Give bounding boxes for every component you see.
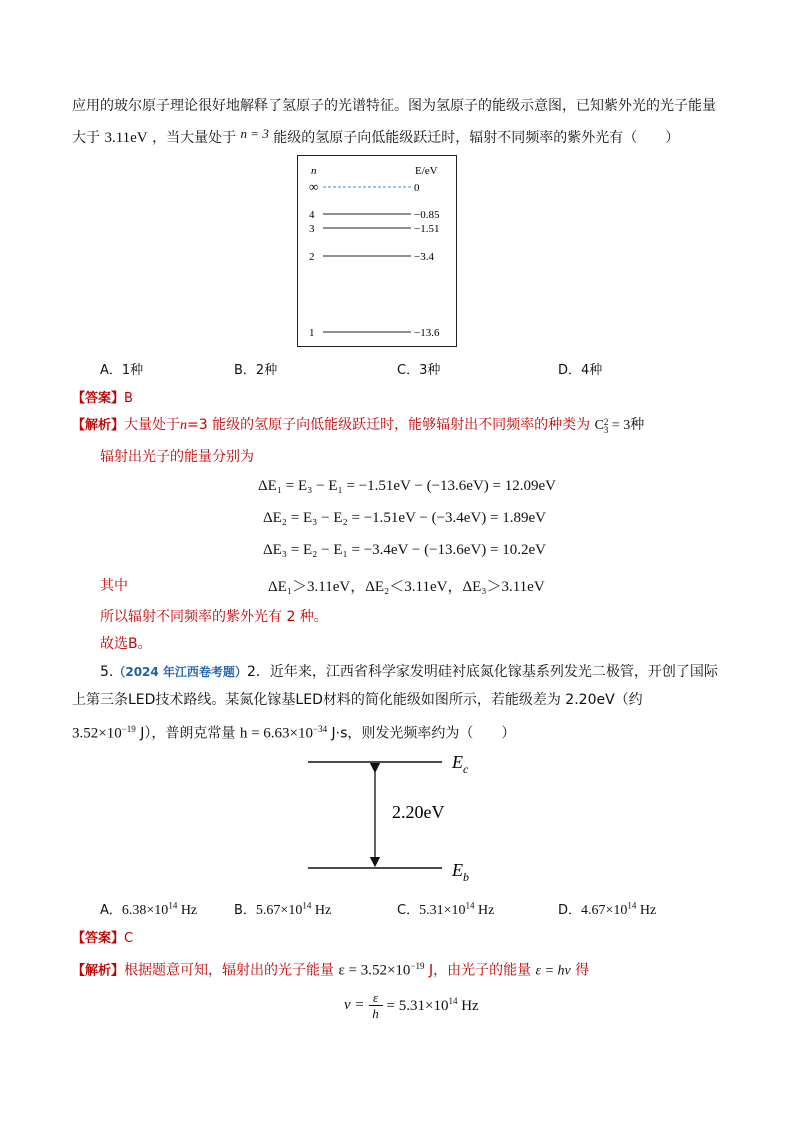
- combination-c: C: [594, 418, 604, 433]
- analysis-tag: 【解析】: [72, 963, 125, 979]
- formula-lhs: ν =: [344, 997, 365, 1013]
- equation-1: ΔE₁ = E₃ − E₁ = −1.51eV − (−13.6eV) = 12.09eV: [258, 478, 556, 494]
- level-n-label: 1: [309, 327, 315, 339]
- fraction-numerator: ε: [372, 990, 379, 1005]
- q4-option-a[interactable]: A．1种: [100, 363, 144, 378]
- q4-stem-text: ，当大量处于: [152, 130, 237, 146]
- q5-energy-exp: −19: [121, 724, 136, 734]
- fraction-denominator: h: [372, 1006, 379, 1021]
- q4-option-d[interactable]: D．4种: [558, 363, 603, 378]
- photon-energy-formula: ε = hν: [535, 963, 571, 979]
- answer-tag: 【答案】: [72, 931, 125, 946]
- ec-label: $E_c$: [452, 752, 469, 776]
- q4-option-b[interactable]: B．2种: [234, 363, 278, 378]
- q4-conclusion: 所以辐射不同频率的紫外光有 2 种。: [100, 609, 328, 625]
- e-axis-label: E/eV: [415, 165, 438, 177]
- q4-n-value: n = 3: [240, 126, 269, 141]
- analysis-text: 根据题意可知，辐射出的光子能量: [124, 962, 339, 979]
- formula-fraction: [369, 990, 383, 1021]
- photon-energy: ε = 3.52×10: [338, 962, 411, 979]
- q4-stem-text: 能级的氢原子向低能级跃迁时，辐射不同频率的紫外光有（ ）: [273, 130, 680, 146]
- q5-stem-line1: [100, 662, 718, 682]
- frequency-formula: [344, 990, 479, 1021]
- answer-tag: 【答案】: [72, 391, 125, 406]
- level-n-label: ∞: [309, 179, 319, 194]
- planck-constant: h = 6.63×10: [239, 725, 313, 742]
- q4-stem-line2: [72, 128, 679, 148]
- q5-analysis: [72, 956, 589, 982]
- q5-option-d[interactable]: D．$4.67\times 10^{14}$ Hz: [558, 900, 657, 918]
- q4-answer: [72, 387, 133, 406]
- combination-expr: [595, 418, 609, 433]
- combination-sup: 2: [603, 416, 609, 427]
- q5-answer: [72, 927, 133, 946]
- n-axis-label: n: [311, 165, 317, 177]
- q5-stem-text: 2．近年来，江西省科学家发明硅衬底氮化镓基系列发光二极管，开创了国际: [246, 664, 718, 680]
- level-energy-label: −3.4: [414, 251, 434, 263]
- photon-energy-exp: −19: [410, 961, 425, 971]
- analysis-tag: 【解析】: [72, 418, 125, 433]
- q5-option-b[interactable]: B．$5.67\times 10^{14}$ Hz: [234, 900, 332, 918]
- q5-stem-line3: [72, 719, 515, 744]
- q4-choose: 故选B。: [100, 636, 152, 652]
- q5-stem-line2: 上第三条LED技术路线。某氮化镓基LED材料的简化能级如图所示，若能级差为 2.20eV（约: [72, 692, 643, 708]
- equation-3: ΔE₃ = E₂ − E₁ = −3.4eV − (−13.6eV) = 10.2eV: [263, 542, 546, 558]
- q4-analysis-line1: [72, 415, 644, 436]
- q5-option-c[interactable]: C．$5.31\times 10^{14}$ Hz: [397, 900, 495, 918]
- level-energy-label: 0: [414, 182, 420, 194]
- eb-label: $E_b$: [452, 860, 469, 884]
- energy-level-diagram: [297, 155, 457, 347]
- level-energy-label: −13.6: [414, 327, 440, 339]
- q5-number: 5.: [100, 664, 114, 680]
- combination-sub: 3: [603, 424, 609, 435]
- band-gap-diagram: [300, 750, 500, 890]
- q4-option-c[interactable]: C．3种: [397, 363, 441, 378]
- q5-stem-text: J），普朗克常量: [135, 725, 240, 742]
- analysis-text: 大量处于: [124, 417, 181, 433]
- comparison-line: ΔE₁＞3.11eV，ΔE₂＜3.11eV，ΔE₃＞3.11eV: [268, 579, 545, 595]
- level-energy-label: −0.85: [414, 209, 440, 221]
- gap-value: 2.20eV: [392, 802, 445, 822]
- level-n-label: 2: [309, 251, 315, 263]
- q5-stem-text: J·s，则发光频率约为（ ）: [327, 725, 516, 742]
- planck-exp: −34: [313, 724, 328, 734]
- answer-value: B: [124, 391, 133, 406]
- level-n-label: 3: [309, 223, 315, 235]
- q4-analysis-line2: 辐射出光子的能量分别为: [100, 449, 254, 465]
- analysis-text: 得: [570, 962, 590, 979]
- level-n-label: 4: [309, 209, 315, 221]
- analysis-n: n: [180, 418, 188, 433]
- q5-energy-mant: 3.52×10: [72, 725, 122, 742]
- equation-2: ΔE₂ = E₃ − E₂ = −1.51eV − (−3.4eV) = 1.89eV: [263, 510, 546, 526]
- combination-result: = 3种: [608, 418, 645, 433]
- level-energy-label: −1.51: [414, 223, 440, 235]
- analysis-text: =3 能级的氢原子向低能级跃迁时，能够辐射出不同频率的种类为: [187, 417, 591, 433]
- q5-option-a[interactable]: A．$6.38\times 10^{14}$ Hz: [100, 900, 198, 918]
- analysis-text: J，由光子的能量: [424, 962, 536, 979]
- qizhong-label: 其中: [100, 578, 128, 594]
- formula-rhs: = $5.31\times 10^{14}$ Hz: [386, 996, 479, 1014]
- q4-uv-threshold: 3.11eV: [104, 130, 148, 146]
- answer-value: C: [124, 931, 134, 946]
- q5-source: （2024 年江西卷考题）: [113, 665, 247, 679]
- q4-stem-line1: 应用的玻尔原子理论很好地解释了氢原子的光谱特征。图为氢原子的能级示意图，已知紫外光的光子能量: [72, 98, 716, 114]
- q4-stem-text: 大于: [72, 130, 100, 146]
